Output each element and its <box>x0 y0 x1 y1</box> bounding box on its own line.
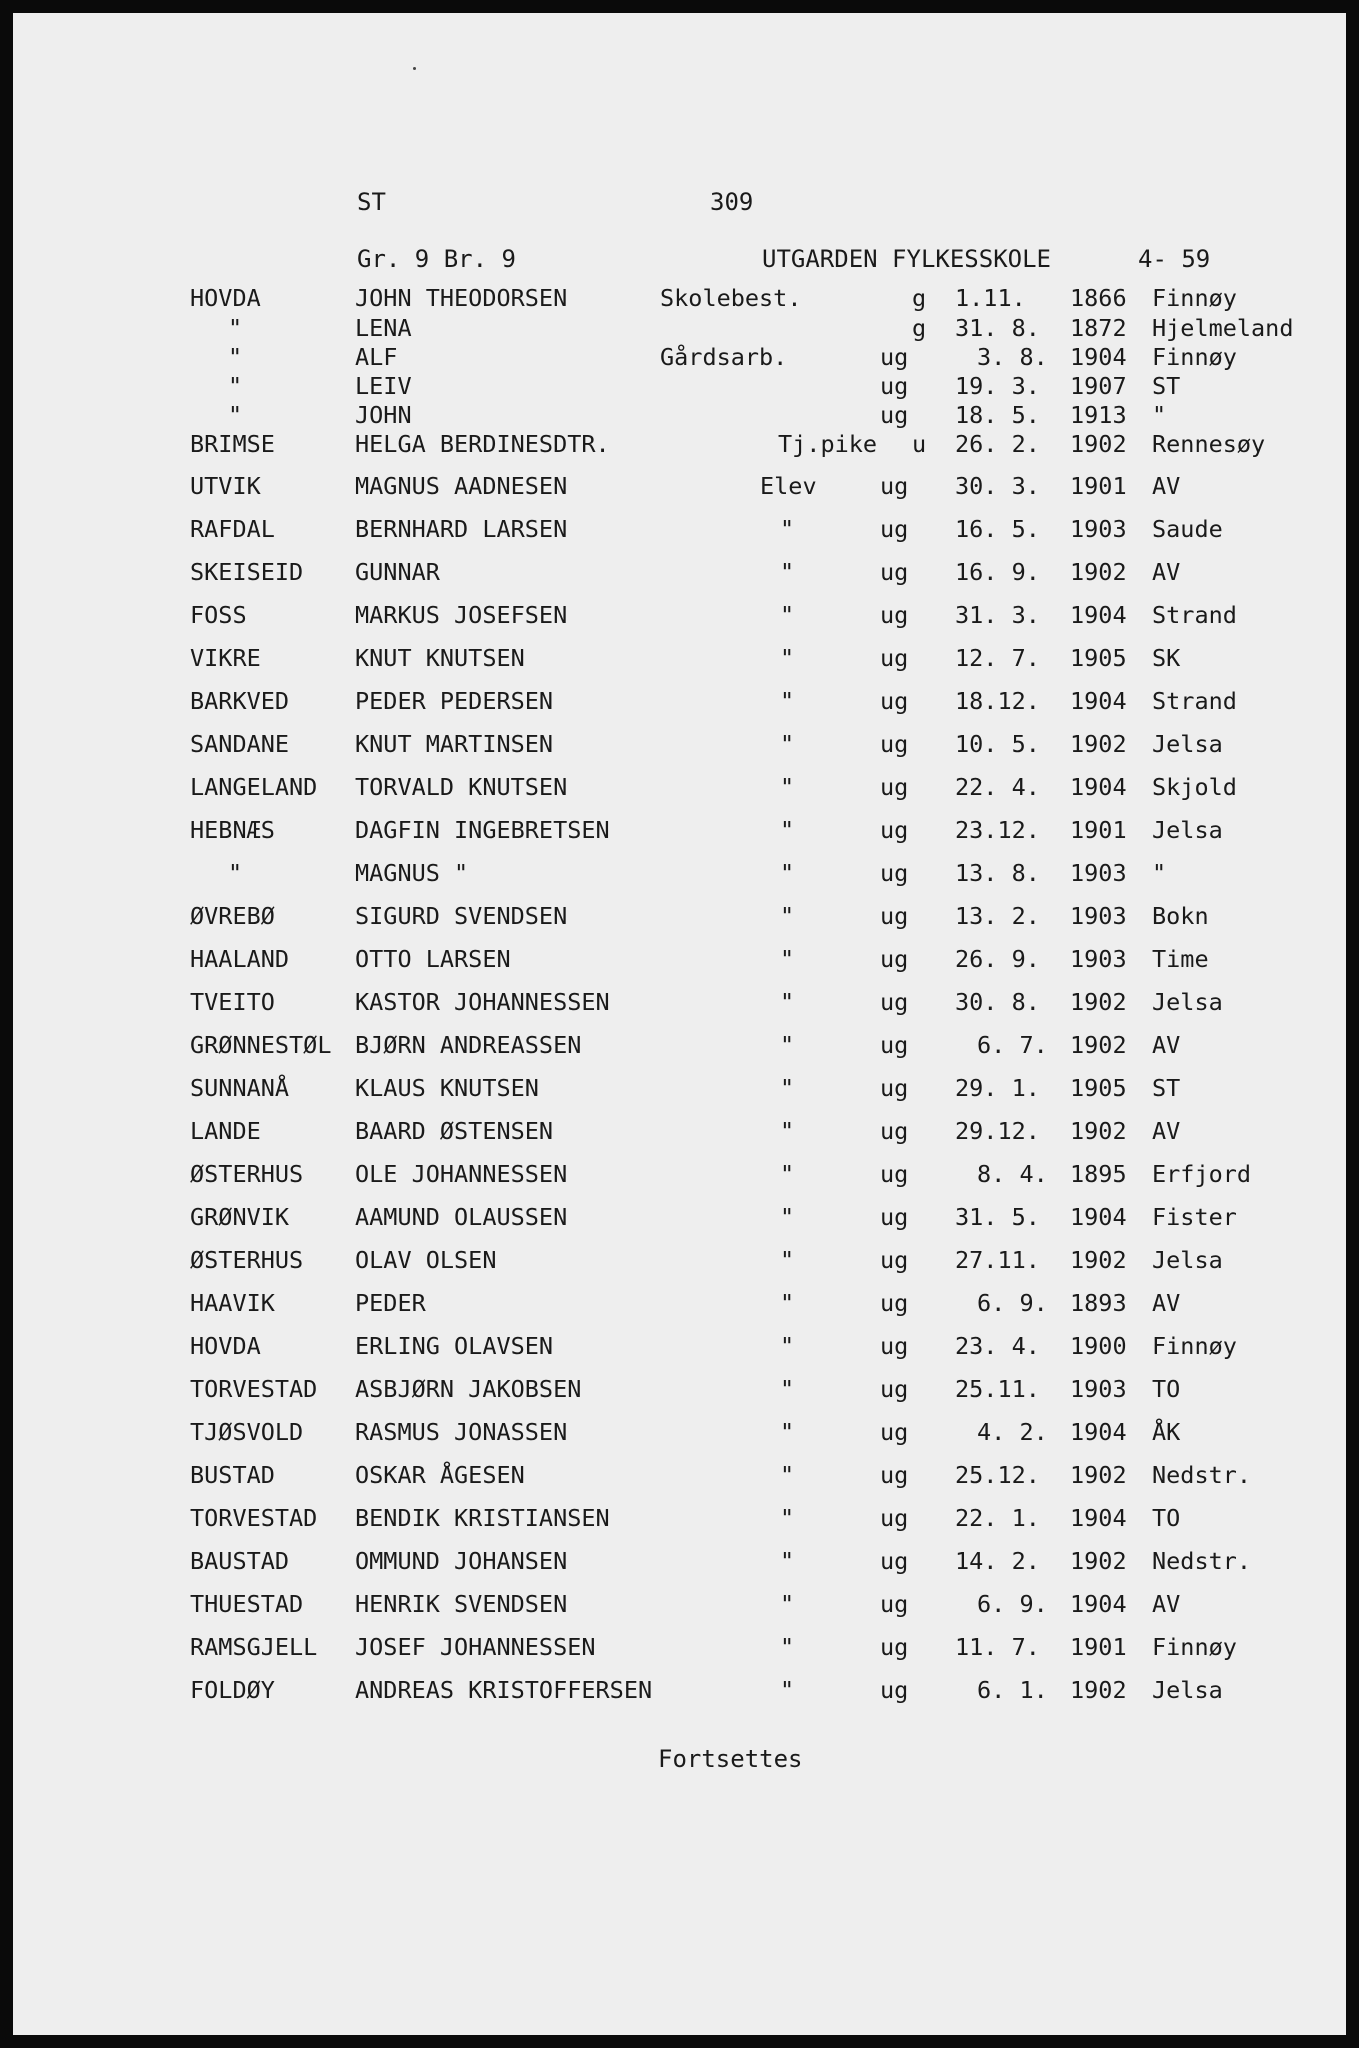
birth-year-cell: 1905 <box>1070 1074 1127 1102</box>
surname-cell: SKEISEID <box>190 558 304 586</box>
surname-cell: THUESTAD <box>190 1590 304 1618</box>
given-name-cell: KLAUS KNUTSEN <box>355 1074 539 1102</box>
date-cell: 30. 8. <box>955 988 1040 1016</box>
occupation-cell: " <box>780 1160 795 1188</box>
given-name-cell: RASMUS JONASSEN <box>355 1418 568 1446</box>
birth-year-cell: 1904 <box>1070 773 1127 801</box>
surname-cell: GRØNVIK <box>190 1203 290 1231</box>
surname-cell: VIKRE <box>190 644 261 672</box>
given-name-cell: MAGNUS " <box>355 859 469 887</box>
status-cell: ug <box>880 988 909 1016</box>
occupation-cell: " <box>780 1590 795 1618</box>
date-cell: 23.12. <box>955 816 1040 844</box>
birthplace-cell: Fister <box>1152 1203 1237 1231</box>
surname-cell: HOVDA <box>190 284 261 312</box>
given-name-cell: BJØRN ANDREASSEN <box>355 1031 582 1059</box>
birth-year-cell: 1904 <box>1070 687 1127 715</box>
status-cell: ug <box>880 1031 909 1059</box>
footer-note: Fortsettes <box>658 1745 803 1773</box>
occupation-cell: " <box>780 859 795 887</box>
status-cell: ug <box>880 1590 909 1618</box>
birthplace-cell: Nedstr. <box>1152 1547 1252 1575</box>
occupation-cell: " <box>780 1246 795 1274</box>
birthplace-cell: Finnøy <box>1152 1633 1237 1661</box>
birthplace-cell: AV <box>1152 1117 1181 1145</box>
given-name-cell: OLE JOHANNESSEN <box>355 1160 568 1188</box>
given-name-cell: ASBJØRN JAKOBSEN <box>355 1375 582 1403</box>
birth-year-cell: 1902 <box>1070 1547 1127 1575</box>
surname-cell: FOSS <box>190 601 247 629</box>
status-cell: ug <box>880 343 909 371</box>
date-cell: 4. 2. <box>977 1418 1048 1446</box>
occupation-cell: " <box>780 1547 795 1575</box>
date-cell: 26. 9. <box>955 945 1040 973</box>
birth-year-cell: 1903 <box>1070 515 1127 543</box>
status-cell: ug <box>880 644 909 672</box>
occupation-cell: " <box>780 730 795 758</box>
given-name-cell: HELGA BERDINESDTR. <box>355 430 610 458</box>
birthplace-cell: Nedstr. <box>1152 1461 1252 1489</box>
date-cell: 13. 2. <box>955 902 1040 930</box>
given-name-cell: ERLING OLAVSEN <box>355 1332 554 1360</box>
birth-year-cell: 1902 <box>1070 1676 1127 1704</box>
occupation-cell: Tj.pike <box>778 430 878 458</box>
surname-cell: TJØSVOLD <box>190 1418 304 1446</box>
given-name-cell: JOHN <box>355 401 412 429</box>
surname-cell: BAUSTAD <box>190 1547 290 1575</box>
status-cell: ug <box>880 773 909 801</box>
status-cell: ug <box>880 401 909 429</box>
date-cell: 6. 9. <box>977 1590 1048 1618</box>
birth-year-cell: 1901 <box>1070 472 1127 500</box>
occupation-cell: " <box>780 601 795 629</box>
given-name-cell: HENRIK SVENDSEN <box>355 1590 568 1618</box>
given-name-cell: OSKAR ÅGESEN <box>355 1461 525 1489</box>
date-cell: 25.11. <box>955 1375 1040 1403</box>
surname-cell: LANGELAND <box>190 773 318 801</box>
given-name-cell: DAGFIN INGEBRETSEN <box>355 816 610 844</box>
date-cell: 19. 3. <box>955 372 1040 400</box>
given-name-cell: JOHN THEODORSEN <box>355 284 568 312</box>
surname-cell: ØSTERHUS <box>190 1246 304 1274</box>
birthplace-cell: Jelsa <box>1152 816 1223 844</box>
school-year: 4- 59 <box>1138 245 1211 273</box>
birthplace-cell: Erfjord <box>1152 1160 1252 1188</box>
birthplace-cell: SK <box>1152 644 1181 672</box>
occupation-cell: " <box>780 945 795 973</box>
birth-year-cell: 1895 <box>1070 1160 1127 1188</box>
surname-cell: HOVDA <box>190 1332 261 1360</box>
status-cell: ug <box>880 1117 909 1145</box>
given-name-cell: LENA <box>355 314 412 342</box>
surname-cell: ØSTERHUS <box>190 1160 304 1188</box>
birth-year-cell: 1902 <box>1070 1031 1127 1059</box>
birth-year-cell: 1902 <box>1070 558 1127 586</box>
birth-year-cell: 1903 <box>1070 1375 1127 1403</box>
surname-cell: RAFDAL <box>190 515 275 543</box>
surname-cell: HAALAND <box>190 945 290 973</box>
occupation-cell: " <box>780 1289 795 1317</box>
date-cell: 29.12. <box>955 1117 1040 1145</box>
status-cell: ug <box>880 515 909 543</box>
given-name-cell: OTTO LARSEN <box>355 945 511 973</box>
birth-year-cell: 1904 <box>1070 1203 1127 1231</box>
date-cell: 10. 5. <box>955 730 1040 758</box>
surname-cell: ØVREBØ <box>190 902 275 930</box>
surname-cell: LANDE <box>190 1117 261 1145</box>
surname-cell: TORVESTAD <box>190 1375 318 1403</box>
birthplace-cell: " <box>1152 859 1167 887</box>
surname-cell: " <box>228 372 243 400</box>
status-cell: ug <box>880 372 909 400</box>
occupation-cell: " <box>780 687 795 715</box>
birth-year-cell: 1901 <box>1070 816 1127 844</box>
surname-cell: HEBNÆS <box>190 816 275 844</box>
date-cell: 31. 8. <box>955 314 1040 342</box>
date-cell: 31. 5. <box>955 1203 1040 1231</box>
birth-year-cell: 1904 <box>1070 343 1127 371</box>
surname-cell: TVEITO <box>190 988 275 1016</box>
date-cell: 8. 4. <box>977 1160 1048 1188</box>
occupation-cell: " <box>780 1461 795 1489</box>
status-cell: ug <box>880 945 909 973</box>
given-name-cell: OMMUND JOHANSEN <box>355 1547 568 1575</box>
birth-year-cell: 1901 <box>1070 1633 1127 1661</box>
given-name-cell: MARKUS JOSEFSEN <box>355 601 568 629</box>
date-cell: 6. 1. <box>977 1676 1048 1704</box>
occupation-cell: " <box>780 1031 795 1059</box>
occupation-cell: " <box>780 1332 795 1360</box>
birth-year-cell: 1866 <box>1070 284 1127 312</box>
given-name-cell: MAGNUS AADNESEN <box>355 472 568 500</box>
status-cell: ug <box>880 1375 909 1403</box>
birthplace-cell: ST <box>1152 372 1181 400</box>
birth-year-cell: 1902 <box>1070 730 1127 758</box>
surname-cell: RAMSGJELL <box>190 1633 318 1661</box>
date-cell: 26. 2. <box>955 430 1040 458</box>
given-name-cell: ALF <box>355 343 398 371</box>
occupation-cell: " <box>780 1203 795 1231</box>
status-cell: ug <box>880 1547 909 1575</box>
date-cell: 30. 3. <box>955 472 1040 500</box>
surname-cell: BUSTAD <box>190 1461 275 1489</box>
occupation-cell: " <box>780 816 795 844</box>
occupation-cell: Skolebest. <box>660 284 802 312</box>
date-cell: 25.12. <box>955 1461 1040 1489</box>
status-cell: ug <box>880 902 909 930</box>
given-name-cell: GUNNAR <box>355 558 440 586</box>
birthplace-cell: AV <box>1152 558 1181 586</box>
status-cell: ug <box>880 1074 909 1102</box>
birthplace-cell: ÅK <box>1152 1418 1181 1446</box>
birthplace-cell: Skjold <box>1152 773 1237 801</box>
birthplace-cell: AV <box>1152 1289 1181 1317</box>
birth-year-cell: 1900 <box>1070 1332 1127 1360</box>
birthplace-cell: AV <box>1152 1590 1181 1618</box>
date-cell: 31. 3. <box>955 601 1040 629</box>
occupation-cell: " <box>780 1676 795 1704</box>
given-name-cell: TORVALD KNUTSEN <box>355 773 568 801</box>
birthplace-cell: Finnøy <box>1152 1332 1237 1360</box>
birthplace-cell: Jelsa <box>1152 730 1223 758</box>
birth-year-cell: 1904 <box>1070 1590 1127 1618</box>
date-cell: 6. 7. <box>977 1031 1048 1059</box>
surname-cell: " <box>228 401 243 429</box>
occupation-cell: " <box>780 1074 795 1102</box>
birthplace-cell: Jelsa <box>1152 1676 1223 1704</box>
status-cell: g <box>912 284 927 312</box>
date-cell: 18. 5. <box>955 401 1040 429</box>
surname-cell: SANDANE <box>190 730 290 758</box>
status-cell: ug <box>880 1461 909 1489</box>
birth-year-cell: 1902 <box>1070 1246 1127 1274</box>
status-cell: ug <box>880 472 909 500</box>
birth-year-cell: 1872 <box>1070 314 1127 342</box>
birthplace-cell: Jelsa <box>1152 1246 1223 1274</box>
birthplace-cell: " <box>1152 401 1167 429</box>
surname-cell: TORVESTAD <box>190 1504 318 1532</box>
birthplace-cell: AV <box>1152 1031 1181 1059</box>
date-cell: 1.11. <box>955 284 1026 312</box>
surname-cell: SUNNANÅ <box>190 1074 290 1102</box>
date-cell: 29. 1. <box>955 1074 1040 1102</box>
surname-cell: HAAVIK <box>190 1289 275 1317</box>
surname-cell: BRIMSE <box>190 430 275 458</box>
status-cell: ug <box>880 1418 909 1446</box>
birth-year-cell: 1902 <box>1070 988 1127 1016</box>
birth-year-cell: 1902 <box>1070 430 1127 458</box>
status-cell: ug <box>880 730 909 758</box>
status-cell: u <box>912 430 927 458</box>
given-name-cell: BAARD ØSTENSEN <box>355 1117 554 1145</box>
given-name-cell: JOSEF JOHANNESSEN <box>355 1633 596 1661</box>
status-cell: ug <box>880 1504 909 1532</box>
header-code: ST <box>357 188 386 216</box>
occupation-cell: " <box>780 515 795 543</box>
birth-year-cell: 1903 <box>1070 859 1127 887</box>
given-name-cell: KASTOR JOHANNESSEN <box>355 988 610 1016</box>
status-cell: ug <box>880 1633 909 1661</box>
date-cell: 6. 9. <box>977 1289 1048 1317</box>
occupation-cell: " <box>780 1633 795 1661</box>
birthplace-cell: TO <box>1152 1375 1181 1403</box>
status-cell: ug <box>880 816 909 844</box>
birthplace-cell: Time <box>1152 945 1209 973</box>
birth-year-cell: 1902 <box>1070 1461 1127 1489</box>
date-cell: 22. 1. <box>955 1504 1040 1532</box>
given-name-cell: PEDER PEDERSEN <box>355 687 554 715</box>
given-name-cell: BENDIK KRISTIANSEN <box>355 1504 610 1532</box>
birthplace-cell: Rennesøy <box>1152 430 1266 458</box>
date-cell: 16. 9. <box>955 558 1040 586</box>
occupation-cell: " <box>780 1418 795 1446</box>
birthplace-cell: Strand <box>1152 687 1237 715</box>
status-cell: ug <box>880 601 909 629</box>
birth-year-cell: 1902 <box>1070 1117 1127 1145</box>
given-name-cell: KNUT MARTINSEN <box>355 730 554 758</box>
birthplace-cell: ST <box>1152 1074 1181 1102</box>
birth-year-cell: 1903 <box>1070 902 1127 930</box>
surname-cell: FOLDØY <box>190 1676 275 1704</box>
birthplace-cell: Finnøy <box>1152 343 1237 371</box>
status-cell: g <box>912 314 927 342</box>
birth-year-cell: 1904 <box>1070 1504 1127 1532</box>
birth-year-cell: 1913 <box>1070 401 1127 429</box>
occupation-cell: " <box>780 558 795 586</box>
speck <box>413 67 416 70</box>
date-cell: 12. 7. <box>955 644 1040 672</box>
birth-year-cell: 1907 <box>1070 372 1127 400</box>
given-name-cell: OLAV OLSEN <box>355 1246 497 1274</box>
status-cell: ug <box>880 558 909 586</box>
occupation-cell: Elev <box>760 472 817 500</box>
birthplace-cell: Strand <box>1152 601 1237 629</box>
given-name-cell: SIGURD SVENDSEN <box>355 902 568 930</box>
birth-year-cell: 1904 <box>1070 601 1127 629</box>
status-cell: ug <box>880 1246 909 1274</box>
birthplace-cell: Hjelmeland <box>1152 314 1294 342</box>
given-name-cell: KNUT KNUTSEN <box>355 644 525 672</box>
page-number: 309 <box>710 188 754 216</box>
birthplace-cell: AV <box>1152 472 1181 500</box>
occupation-cell: " <box>780 1375 795 1403</box>
occupation-cell: " <box>780 644 795 672</box>
date-cell: 23. 4. <box>955 1332 1040 1360</box>
occupation-cell: " <box>780 988 795 1016</box>
birth-year-cell: 1904 <box>1070 1418 1127 1446</box>
status-cell: ug <box>880 1160 909 1188</box>
date-cell: 27.11. <box>955 1246 1040 1274</box>
birth-year-cell: 1893 <box>1070 1289 1127 1317</box>
birth-year-cell: 1905 <box>1070 644 1127 672</box>
surname-cell: GRØNNESTØL <box>190 1031 332 1059</box>
occupation-cell: " <box>780 1504 795 1532</box>
status-cell: ug <box>880 1676 909 1704</box>
birthplace-cell: Saude <box>1152 515 1223 543</box>
date-cell: 14. 2. <box>955 1547 1040 1575</box>
occupation-cell: " <box>780 1117 795 1145</box>
birthplace-cell: Finnøy <box>1152 284 1237 312</box>
occupation-cell: " <box>780 773 795 801</box>
given-name-cell: PEDER <box>355 1289 426 1317</box>
status-cell: ug <box>880 1289 909 1317</box>
date-cell: 13. 8. <box>955 859 1040 887</box>
date-cell: 18.12. <box>955 687 1040 715</box>
occupation-cell: " <box>780 902 795 930</box>
birthplace-cell: Jelsa <box>1152 988 1223 1016</box>
status-cell: ug <box>880 1203 909 1231</box>
surname-cell: " <box>228 343 243 371</box>
status-cell: ug <box>880 859 909 887</box>
date-cell: 22. 4. <box>955 773 1040 801</box>
surname-cell: " <box>228 314 243 342</box>
date-cell: 16. 5. <box>955 515 1040 543</box>
status-cell: ug <box>880 687 909 715</box>
given-name-cell: BERNHARD LARSEN <box>355 515 568 543</box>
date-cell: 3. 8. <box>977 343 1048 371</box>
status-cell: ug <box>880 1332 909 1360</box>
date-cell: 11. 7. <box>955 1633 1040 1661</box>
given-name-cell: ANDREAS KRISTOFFERSEN <box>355 1676 653 1704</box>
occupation-cell: Gårdsarb. <box>660 343 788 371</box>
birthplace-cell: TO <box>1152 1504 1181 1532</box>
birth-year-cell: 1903 <box>1070 945 1127 973</box>
birthplace-cell: Bokn <box>1152 902 1209 930</box>
document-page <box>13 13 1346 2035</box>
surname-cell: " <box>228 859 243 887</box>
school-name: UTGARDEN FYLKESSKOLE <box>762 245 1051 273</box>
given-name-cell: LEIV <box>355 372 412 400</box>
group-label: Gr. 9 Br. 9 <box>357 245 516 273</box>
surname-cell: UTVIK <box>190 472 261 500</box>
surname-cell: BARKVED <box>190 687 290 715</box>
given-name-cell: AAMUND OLAUSSEN <box>355 1203 568 1231</box>
